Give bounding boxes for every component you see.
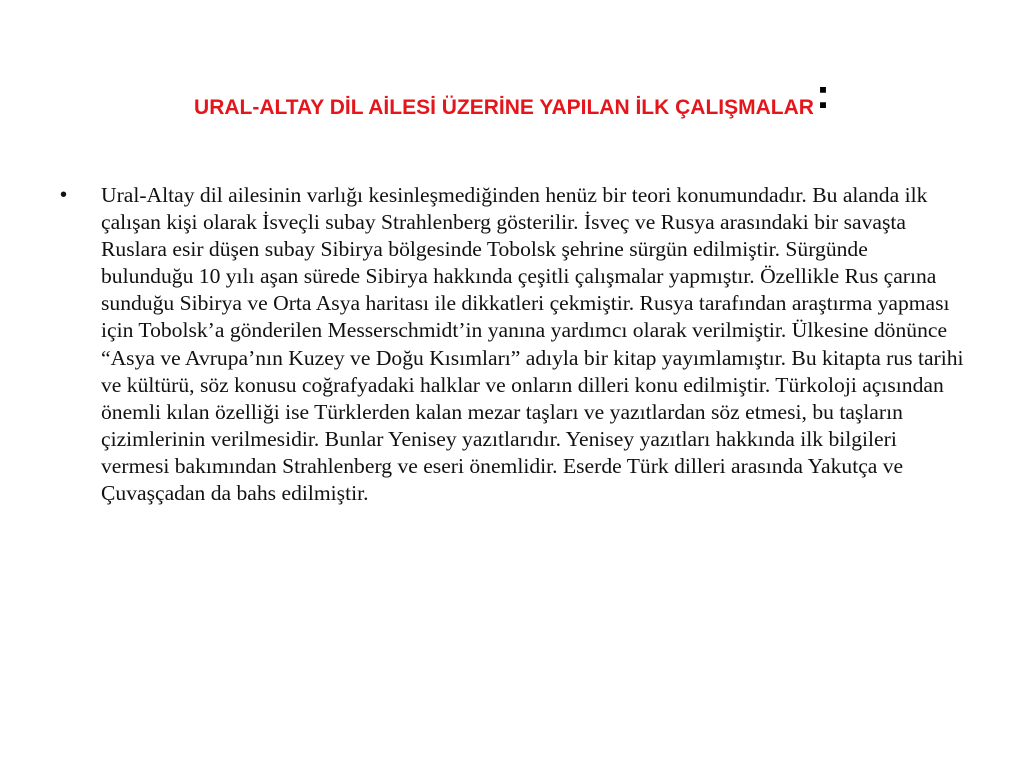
bullet-text: Ural-Altay dil ailesinin varlığı kesinleşmediğinden henüz bir teori konumundadır. Bu alanda ilk çalışan kişi olarak İsveçli subay Strahlenberg gösterilir. İsveç ve Rusya arasındaki bir savaşta Ruslara esir düşen subay Sibirya bölgesinde Tobolsk şehrine sürgün edilmiştir. Sürgünde bulunduğu 10 yılı aşan sürede Sibirya hakkında çeşitli çalışmalar yapmıştır. Özellikle Rus çarına sunduğu Sibirya ve Orta Asya haritası ile dikkatleri çekmiştir. Rusya tarafından araştırma yapması için Tobolsk’a gönderilen Messerschmidt’in yanına yardımcı olarak verilmiştir. Ülkesine dönünce “Asya ve Avrupa’nın Kuzey ve Doğu Kısımları” adıyla bir kitap yayımlamıştır. Bu kitapta rus tarihi ve kültürü, söz konusu coğrafyadaki halklar ve onların dilleri konu edilmiştir. Türkoloji açısından önemli kılan özelliği ise Türklerden kalan mezar taşları ve yazıtlardan söz etmesi, bu taşların çizimlerinin verilmesidir. Bunlar Yenisey yazıtlarıdır. Yenisey yazıtları hakkında ilk bilgileri vermesi bakımından Strahlenberg ve eseri önemlidir. Eserde Türk dilleri arasında Yakutça ve Çuvaşçadan da bahs edilmiştir.: [101, 183, 964, 506]
slide-body: [60, 182, 965, 507]
slide-title: [0, 70, 1024, 130]
bullet-icon: •: [60, 184, 68, 206]
bullet-item: [60, 182, 965, 507]
slide-title-text: URAL-ALTAY DİL AİLESİ ÜZERİNE YAPILAN İLK ÇALIŞMALAR: [194, 96, 814, 119]
slide-title-colon: :: [815, 70, 830, 117]
